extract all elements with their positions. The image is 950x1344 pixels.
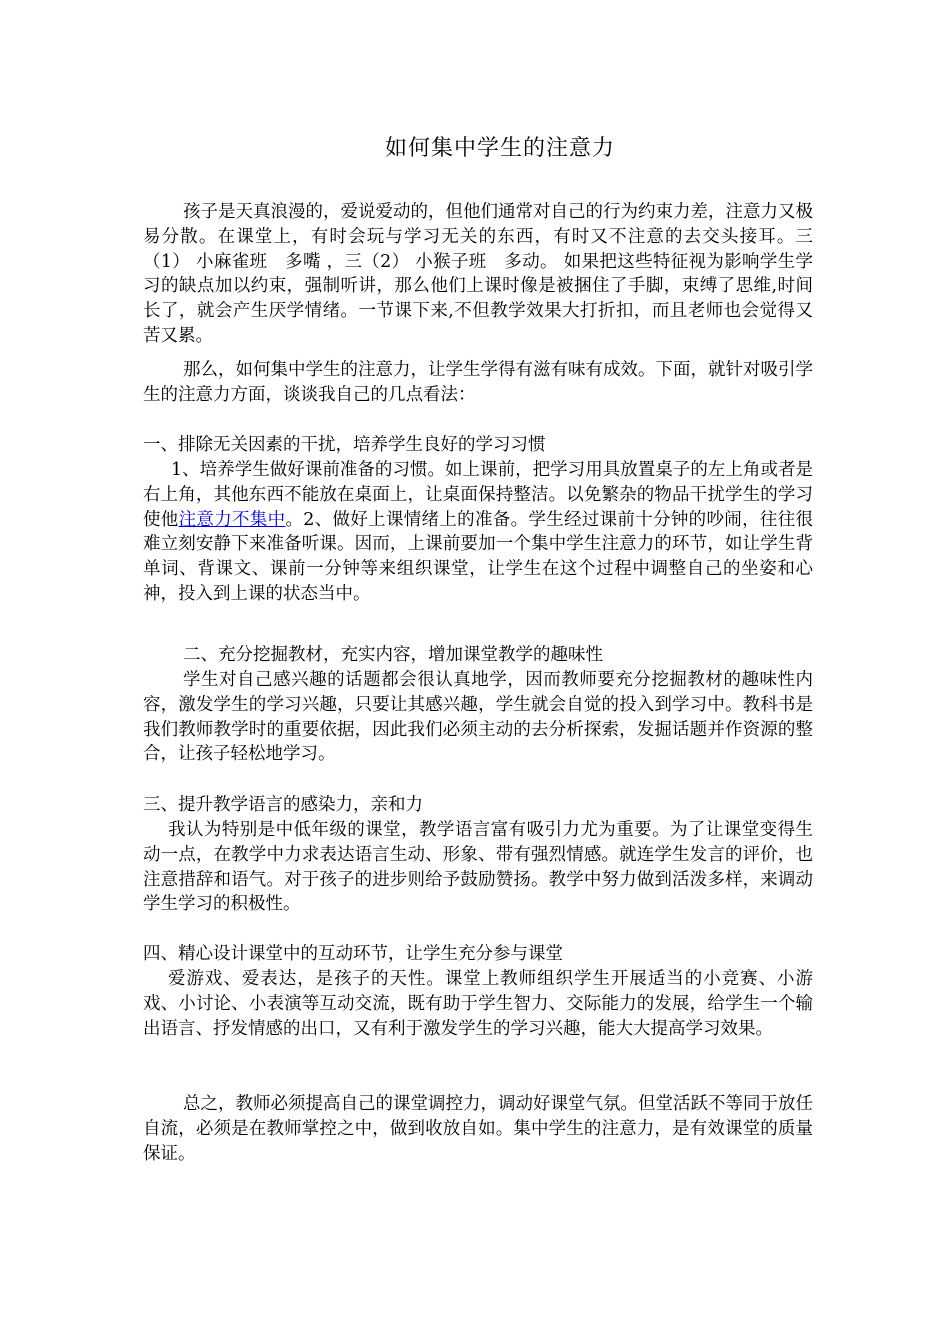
section-3-heading: 三、提升教学语言的感染力，亲和力 <box>143 795 423 815</box>
section-2-heading: 二、充分挖掘教材，充实内容，增加课堂教学的趣味性 <box>183 645 603 665</box>
intro-paragraph-2: 那么，如何集中学生的注意力，让学生学得有滋有味有成效。下面，就针对吸引学生的注意力方面，谈谈我自己的几点看法： <box>143 360 813 405</box>
intro-paragraph-1: 孩子是天真浪漫的，爱说爱动的，但他们通常对自己的行为约束力差，注意力又极易分散。在课堂上，有时会玩与学习无关的东西，有时又不注意的去交头接耳。三（1） 小麻雀班 多嘴 ，三（2） 小猴子班 多动。 如果把这些特征视为影响学生学习的缺点加以约束，强制听讲，那么他们上课时像是被捆住了手脚，束缚了思维,时间长了，就会产生厌学情绪。一节课下来,不但教学效果大打折扣，而且老师也会觉得又苦又累。 <box>143 202 813 346</box>
section-3-body: 我认为特别是中低年级的课堂，教学语言富有吸引力尤为重要。为了让课堂变得生动一点，在教学中力求表达语言生动、形象、带有强烈情感。就连学生发言的评价，也注意措辞和语气。对于孩子的进步则给予鼓励赞扬。教学中努力做到活泼多样，来调动学生学习的积极性。 <box>143 820 813 915</box>
section-1-body-text-a: 1、培养学生做好课前准备的习惯。如上课前，把学习用具放置桌子的左上角或者是右上角，其他东西不能放在桌面上，让桌面保持整洁。以免繁杂的物品干扰学生的学习使他 <box>143 460 813 530</box>
section-1-body <box>143 458 813 607</box>
section-4-heading: 四、精心设计课堂中的互动环节，让学生充分参与课堂 <box>143 944 563 964</box>
section-4-body: 爱游戏、爱表达，是孩子的天性。课堂上教师组织学生开展适当的小竞赛、小游戏、小讨论、小表演等互动交流，既有助于学生智力、交际能力的发展，给学生一个输出语言、抒发情感的出口，又有利于激发学生的学习兴趣，能大大提高学习效果。 <box>143 969 813 1039</box>
attention-link[interactable]: 注意力不集中 <box>178 509 286 530</box>
section-1-body-text-b: 。2、做好上课情绪上的准备。学生经过课前十分钟的吵闹，往往很难立刻安静下来准备听课。因而，上课前要加一个集中学生注意力的环节，如让学生背单词、背课文、课前一分钟等来组织课堂，让学生在这个过程中调整自己的坐姿和心神，投入到上课的状态当中。 <box>143 509 814 604</box>
document-title: 如何集中学生的注意力 <box>384 136 615 161</box>
conclusion-paragraph: 总之，教师必须提高自己的课堂调控力，调动好课堂气氛。但堂活跃不等同于放任自流，必须是在教师掌控之中，做到收放自如。集中学生的注意力，是有效课堂的质量保证。 <box>143 1094 813 1164</box>
section-1-heading: 一、排除无关因素的干扰，培养学生良好的学习习惯 <box>143 435 546 455</box>
section-2-body: 学生对自己感兴趣的话题都会很认真地学，因而教师要充分挖掘教材的趣味性内容，激发学生的学习兴趣，只要让其感兴趣，学生就会自觉的投入到学习中。教科书是我们教师教学时的重要依据，因此我们必须主动的去分析探索，发掘话题并作资源的整合，让孩子轻松地学习。 <box>143 670 813 765</box>
